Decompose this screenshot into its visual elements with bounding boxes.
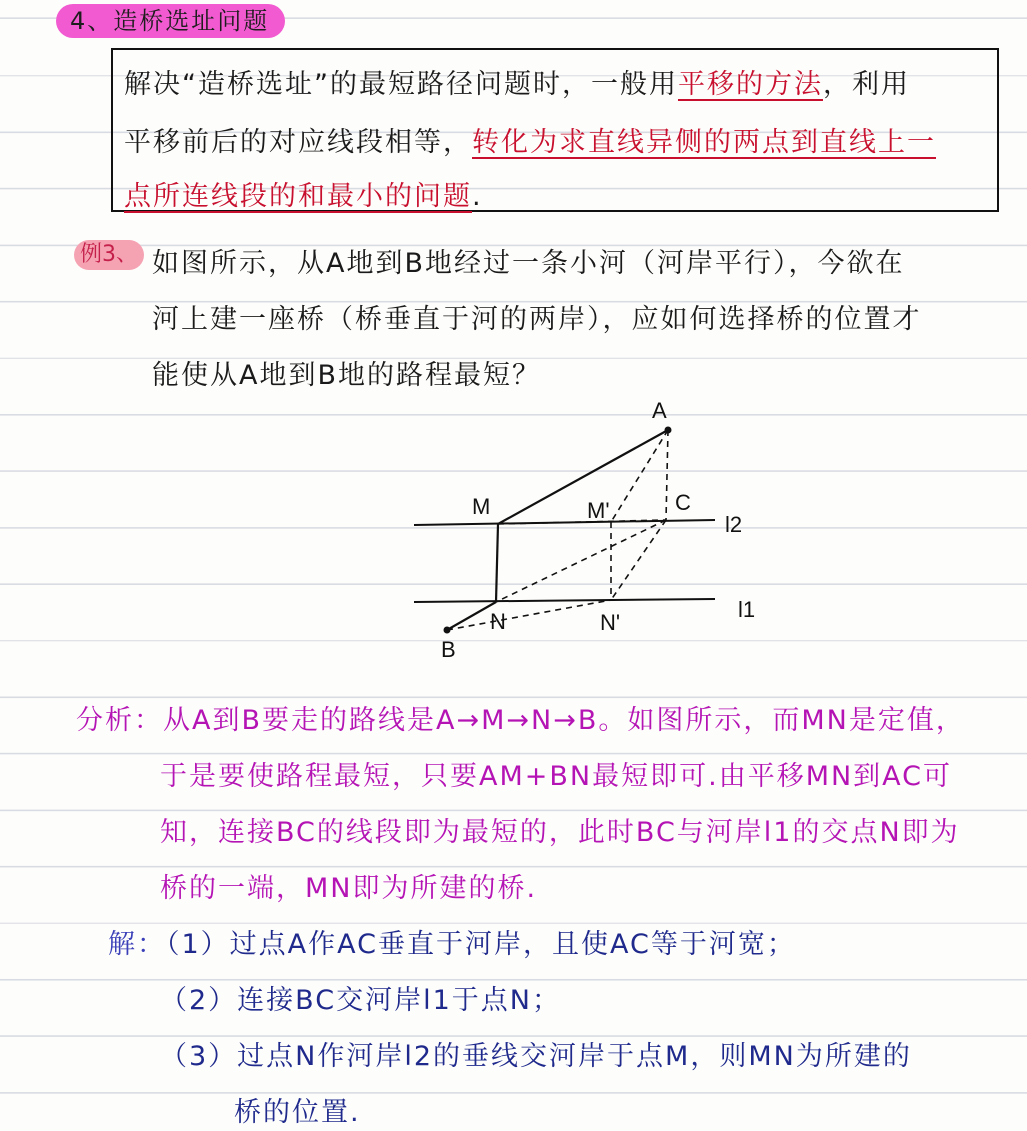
solution-line-1 (108, 922, 796, 961)
analysis-text: 从A到B要走的路线是A→M→N→B。如图所示，而MN是定值， (163, 705, 965, 736)
summary-text: . (472, 181, 483, 212)
solution-step-3: （3）过点N作河岸l2的垂线交河岸于点M，则MN为所建的 (160, 1041, 912, 1072)
segment-mn (496, 524, 498, 602)
label-b: B (441, 637, 456, 662)
analysis-label: 分析： (76, 705, 163, 736)
section-title: 4、造桥选址问题 (56, 4, 285, 38)
dash-c-n (496, 520, 666, 602)
analysis-line-4: 桥的一端，MN即为所建的桥. (160, 873, 538, 904)
label-l1: l1 (738, 597, 756, 622)
label-a: A (652, 398, 667, 423)
example-line-3: 能使从A地到B地的路程最短？ (152, 360, 541, 391)
label-n-prime: N' (600, 610, 621, 635)
point-a (665, 427, 672, 434)
dash-am-prime (611, 430, 668, 522)
solution-label: 解： (108, 929, 166, 960)
example-badge: 例3、 (74, 240, 144, 270)
label-m: M (472, 494, 491, 519)
example-line-1: 如图所示，从A地到B地经过一条小河（河岸平行），今欲在 (152, 248, 905, 279)
bank-l1 (414, 599, 715, 602)
summary-text: ，利用 (822, 69, 910, 100)
label-l2: l2 (725, 512, 743, 537)
solution-step-3-cont: 桥的位置. (234, 1097, 361, 1128)
label-m-prime: M' (587, 498, 610, 523)
segment-am (498, 430, 668, 524)
example-line-2: 河上建一座桥（桥垂直于河的两岸），应如何选择桥的位置才 (152, 304, 922, 335)
summary-highlight: 平移的方法 (677, 69, 823, 100)
bridge-figure (400, 392, 780, 672)
solution-step-1: （1）过点A作AC垂直于河岸，且使AC等于河宽； (166, 929, 796, 960)
summary-text: 平移前后的对应线段相等， (124, 127, 472, 158)
summary-highlight: 转化为求直线异侧的两点到直线上一 (472, 127, 936, 158)
summary-highlight: 点所连线段的和最小的问题 (124, 181, 472, 212)
summary-line-3 (124, 174, 483, 213)
analysis-line-2: 于是要使路程最短，只要AM+BN最短即可.由平移MN到AC可 (160, 761, 953, 792)
solution-step-2: （2）连接BC交河岸l1于点N； (160, 985, 561, 1016)
label-n: N (490, 609, 506, 634)
summary-line-1 (124, 62, 910, 101)
summary-line-2 (124, 120, 936, 159)
label-c: C (675, 490, 691, 515)
analysis-line-1 (76, 698, 965, 737)
summary-text: 解决“造桥选址”的最短路径问题时，一般用 (124, 69, 678, 100)
analysis-line-3: 知，连接BC的线段即为最短的，此时BC与河岸l1的交点N即为 (160, 817, 960, 848)
point-b (444, 627, 451, 634)
dash-ac (666, 430, 668, 520)
dash-c-n-prime (611, 520, 666, 600)
